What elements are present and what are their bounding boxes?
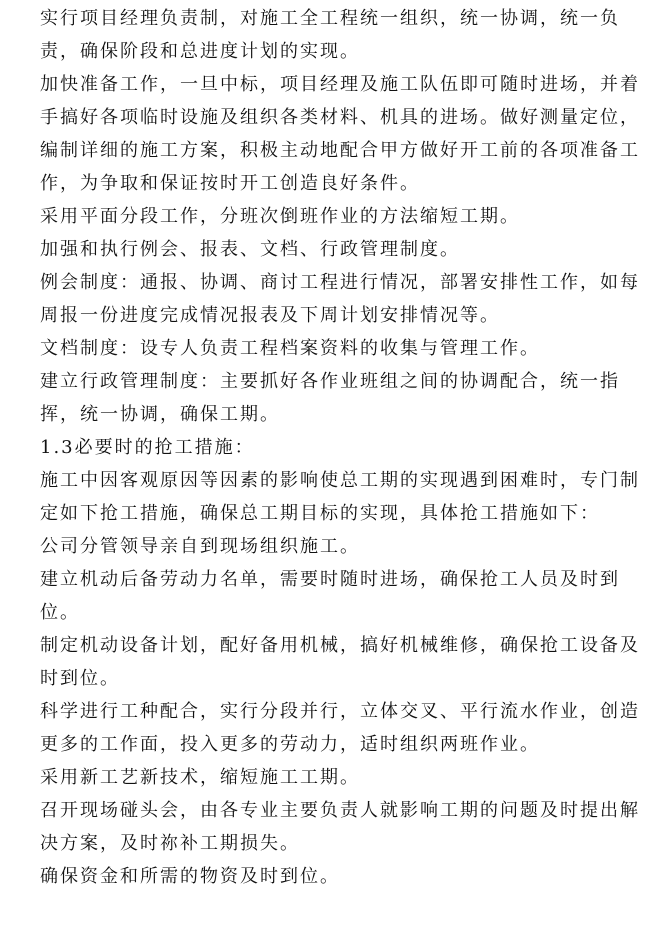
paragraph-regular-meeting-system: 例会制度：通报、协调、商讨工程进行情况，部署安排性工作，如每周报一份进度完成情况报表及下周计划安排情况等。 [40, 272, 640, 326]
paragraph-leadership-onsite: 公司分管领导亲自到现场组织施工。 [40, 536, 360, 557]
paragraph-accelerate-preparation: 加快准备工作，一旦中标，项目经理及施工队伍即可随时进场，并着手搞好各项临时设施及组织各类材料、机具的进场。做好测量定位，编制详细的施工方案，积极主动地配合甲方做好开工前的各项准备工作，为争取和保证按时开工创造良好条件。 [40, 74, 640, 194]
paragraph-rush-measures-intro: 施工中因客观原因等因素的影响使总工期的实现遇到困难时，专门制定如下抢工措施，确保总工期目标的实现，具体抢工措施如下： [40, 470, 640, 524]
paragraph-funds-materials: 确保资金和所需的物资及时到位。 [40, 866, 340, 887]
paragraph-backup-labor: 建立机动后备劳动力名单，需要时随时进场，确保抢工人员及时到位。 [40, 569, 620, 623]
paragraph-sectional-shift-work: 采用平面分段工作，分班次倒班作业的方法缩短工期。 [40, 206, 520, 227]
paragraph-document-system: 文档制度：设专人负责工程档案资料的收集与管理工作。 [40, 338, 540, 359]
paragraph-trade-coordination: 科学进行工种配合，实行分段并行，立体交叉、平行流水作业，创造更多的工作面，投入更多的劳动力，适时组织两班作业。 [40, 701, 640, 755]
section-heading-rush-measures: 1.3必要时的抢工措施： [40, 437, 255, 458]
paragraph-backup-equipment: 制定机动设备计划，配好备用机械，搞好机械维修，确保抢工设备及时到位。 [40, 635, 640, 689]
paragraph-new-technology: 采用新工艺新技术，缩短施工工期。 [40, 767, 360, 788]
paragraph-site-meetings: 召开现场碰头会，由各专业主要负责人就影响工期的问题及时提出解决方案，及时祢补工期损失。 [40, 800, 640, 854]
paragraph-management-systems: 加强和执行例会、报表、文档、行政管理制度。 [40, 239, 460, 260]
paragraph-administrative-system: 建立行政管理制度：主要抓好各作业班组之间的协调配合，统一指挥，统一协调，确保工期。 [40, 371, 620, 425]
paragraph-project-manager-responsibility: 实行项目经理负责制，对施工全工程统一组织，统一协调，统一负责，确保阶段和总进度计划的实现。 [40, 8, 620, 62]
